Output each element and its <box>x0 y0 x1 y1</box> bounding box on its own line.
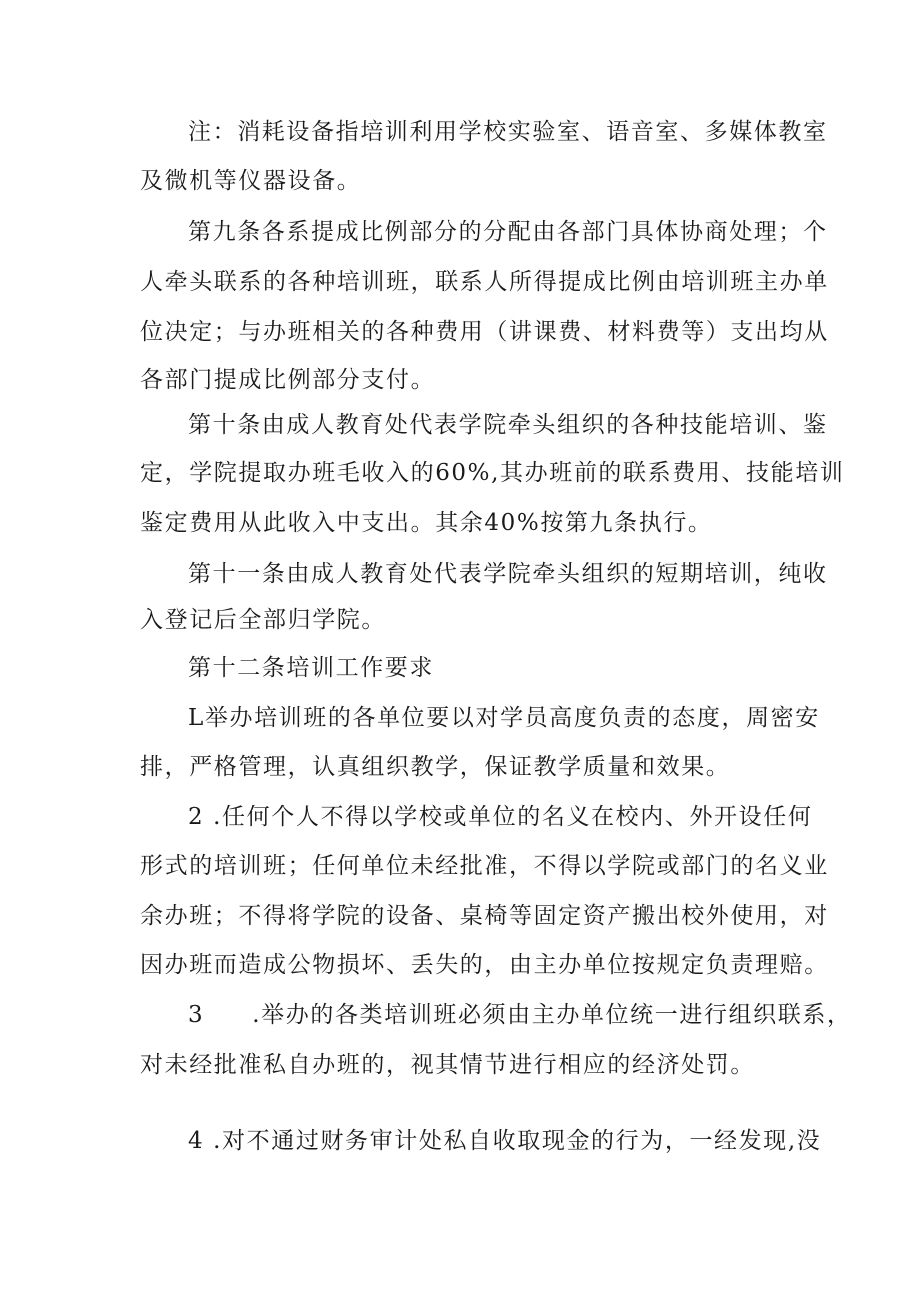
article-9-line-1: 第九条各系提成比例部分的分配由各部门具体协商处理；个 <box>188 219 828 245</box>
item-1-line-2: 排，严格管理，认真组织教学，保证教学质量和效果。 <box>140 754 731 780</box>
item-2-line-1: 2 .任何个人不得以学校或单位的名义在校内、外开设任何 <box>188 804 813 830</box>
article-11-line-2: 入登记后全部归学院。 <box>140 607 386 633</box>
item-4-line-1: 4 .对不通过财务审计处私自收取现金的行为，一经发现,没 <box>188 1128 822 1154</box>
note-line-1: 注：消耗设备指培训利用学校实验室、语音室、多媒体教室 <box>188 119 828 145</box>
article-10-line-1: 第十条由成人教育处代表学院牵头组织的各种技能培训、鉴 <box>188 412 828 438</box>
item-2-line-2: 形式的培训班；任何单位未经批准，不得以学院或部门的名义业 <box>140 853 829 879</box>
note-line-2: 及微机等仪器设备。 <box>140 168 362 194</box>
article-9-line-4: 各部门提成比例部分支付。 <box>140 367 436 393</box>
article-12-heading: 第十二条培训工作要求 <box>188 655 434 681</box>
item-2-line-3: 余办班；不得将学院的设备、桌椅等固定资产搬出校外使用，对 <box>140 903 829 929</box>
item-1-line-1: L举办培训班的各单位要以对学员高度负责的态度，周密安 <box>188 705 820 731</box>
article-11-line-1: 第十一条由成人教育处代表学院牵头组织的短期培训，纯收 <box>188 561 828 587</box>
article-10-line-3: 鉴定费用从此收入中支出。其余40%按第九条执行。 <box>140 510 713 536</box>
article-9-line-3: 位决定；与办班相关的各种费用（讲课费、材料费等）支出均从 <box>140 319 829 345</box>
article-10-line-2: 定，学院提取办班毛收入的60%,其办班前的联系费用、技能培训 <box>140 460 845 486</box>
item-3-line-2: 对未经批准私自办班的，视其情节进行相应的经济处罚。 <box>140 1052 755 1078</box>
item-3-line-1 <box>188 1000 852 1030</box>
item-2-line-4: 因办班而造成公物损坏、丢失的，由主办单位按规定负责理赔。 <box>140 952 829 978</box>
item-3-text: .举办的各类培训班必须由主办单位统一进行组织联系， <box>252 1002 852 1028</box>
article-9-line-2: 人牵头联系的各种培训班，联系人所得提成比例由培训班主办单 <box>140 269 829 295</box>
item-3-number: 3 <box>188 1002 205 1028</box>
